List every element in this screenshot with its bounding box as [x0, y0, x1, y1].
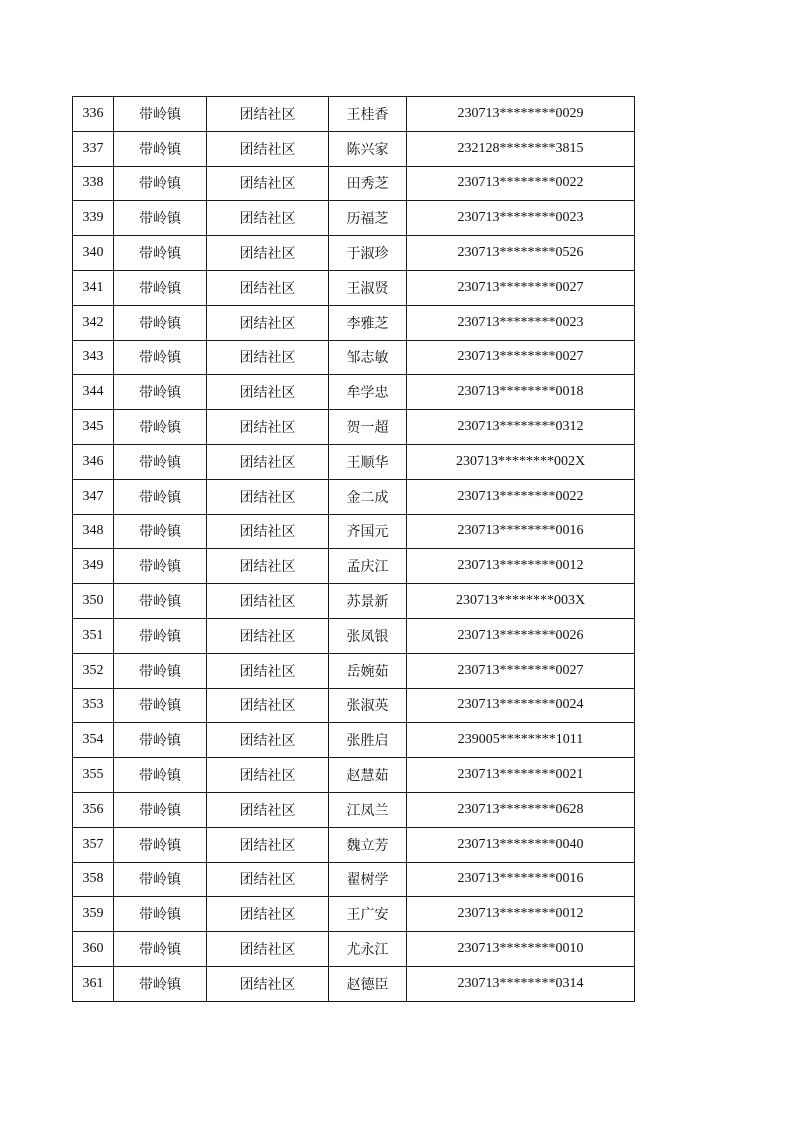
community-cell: 团结社区: [207, 270, 329, 305]
id-number-cell: 230713********0027: [407, 270, 635, 305]
community-cell: 团结社区: [207, 758, 329, 793]
person-name-cell: 翟树学: [329, 862, 407, 897]
id-number-cell: 230713********002X: [407, 444, 635, 479]
row-number-cell: 351: [73, 618, 114, 653]
community-cell: 团结社区: [207, 479, 329, 514]
table-row: [73, 236, 635, 271]
id-number-cell: 230713********0023: [407, 305, 635, 340]
town-cell: 带岭镇: [114, 618, 207, 653]
person-name-cell: 田秀芝: [329, 166, 407, 201]
person-name-cell: 陈兴家: [329, 131, 407, 166]
id-number-cell: 232128********3815: [407, 131, 635, 166]
person-name-cell: 历福芝: [329, 201, 407, 236]
person-name-cell: 贺一超: [329, 410, 407, 445]
community-cell: 团结社区: [207, 549, 329, 584]
row-number-cell: 355: [73, 758, 114, 793]
row-number-cell: 339: [73, 201, 114, 236]
community-cell: 团结社区: [207, 166, 329, 201]
row-number-cell: 343: [73, 340, 114, 375]
community-cell: 团结社区: [207, 966, 329, 1001]
row-number-cell: 353: [73, 688, 114, 723]
community-cell: 团结社区: [207, 792, 329, 827]
id-number-cell: 230713********0012: [407, 897, 635, 932]
table-row: [73, 932, 635, 967]
town-cell: 带岭镇: [114, 305, 207, 340]
person-name-cell: 邹志敏: [329, 340, 407, 375]
id-number-cell: 230713********003X: [407, 584, 635, 619]
community-cell: 团结社区: [207, 410, 329, 445]
town-cell: 带岭镇: [114, 236, 207, 271]
id-number-cell: 230713********0016: [407, 862, 635, 897]
person-name-cell: 尤永江: [329, 932, 407, 967]
id-number-cell: 230713********0314: [407, 966, 635, 1001]
person-name-cell: 王桂香: [329, 97, 407, 132]
community-cell: 团结社区: [207, 618, 329, 653]
row-number-cell: 336: [73, 97, 114, 132]
row-number-cell: 346: [73, 444, 114, 479]
town-cell: 带岭镇: [114, 97, 207, 132]
table-row: [73, 410, 635, 445]
roster-table: [72, 96, 635, 1002]
town-cell: 带岭镇: [114, 827, 207, 862]
table-row: [73, 97, 635, 132]
town-cell: 带岭镇: [114, 653, 207, 688]
town-cell: 带岭镇: [114, 966, 207, 1001]
community-cell: 团结社区: [207, 97, 329, 132]
row-number-cell: 354: [73, 723, 114, 758]
town-cell: 带岭镇: [114, 131, 207, 166]
table-row: [73, 758, 635, 793]
id-number-cell: 230713********0018: [407, 375, 635, 410]
person-name-cell: 魏立芳: [329, 827, 407, 862]
town-cell: 带岭镇: [114, 410, 207, 445]
row-number-cell: 337: [73, 131, 114, 166]
row-number-cell: 345: [73, 410, 114, 445]
town-cell: 带岭镇: [114, 375, 207, 410]
id-number-cell: 230713********0023: [407, 201, 635, 236]
community-cell: 团结社区: [207, 932, 329, 967]
id-number-cell: 230713********0027: [407, 340, 635, 375]
community-cell: 团结社区: [207, 827, 329, 862]
table-row: [73, 514, 635, 549]
id-number-cell: 230713********0024: [407, 688, 635, 723]
table-row: [73, 827, 635, 862]
table-row: [73, 897, 635, 932]
person-name-cell: 孟庆江: [329, 549, 407, 584]
row-number-cell: 360: [73, 932, 114, 967]
row-number-cell: 344: [73, 375, 114, 410]
town-cell: 带岭镇: [114, 340, 207, 375]
person-name-cell: 岳婉茹: [329, 653, 407, 688]
row-number-cell: 348: [73, 514, 114, 549]
id-number-cell: 230713********0026: [407, 618, 635, 653]
row-number-cell: 347: [73, 479, 114, 514]
community-cell: 团结社区: [207, 897, 329, 932]
id-number-cell: 230713********0010: [407, 932, 635, 967]
table-row: [73, 305, 635, 340]
id-number-cell: 230713********0021: [407, 758, 635, 793]
table-row: [73, 270, 635, 305]
table-row: [73, 444, 635, 479]
person-name-cell: 张凤银: [329, 618, 407, 653]
person-name-cell: 江凤兰: [329, 792, 407, 827]
row-number-cell: 349: [73, 549, 114, 584]
community-cell: 团结社区: [207, 201, 329, 236]
town-cell: 带岭镇: [114, 201, 207, 236]
row-number-cell: 350: [73, 584, 114, 619]
table-row: [73, 966, 635, 1001]
id-number-cell: 230713********0628: [407, 792, 635, 827]
person-name-cell: 王广安: [329, 897, 407, 932]
town-cell: 带岭镇: [114, 897, 207, 932]
town-cell: 带岭镇: [114, 688, 207, 723]
table-row: [73, 166, 635, 201]
table-row: [73, 549, 635, 584]
town-cell: 带岭镇: [114, 479, 207, 514]
table-row: [73, 479, 635, 514]
town-cell: 带岭镇: [114, 723, 207, 758]
person-name-cell: 金二成: [329, 479, 407, 514]
person-name-cell: 张胜启: [329, 723, 407, 758]
community-cell: 团结社区: [207, 305, 329, 340]
town-cell: 带岭镇: [114, 514, 207, 549]
person-name-cell: 张淑英: [329, 688, 407, 723]
community-cell: 团结社区: [207, 444, 329, 479]
row-number-cell: 361: [73, 966, 114, 1001]
row-number-cell: 359: [73, 897, 114, 932]
community-cell: 团结社区: [207, 723, 329, 758]
table-row: [73, 862, 635, 897]
person-name-cell: 王顺华: [329, 444, 407, 479]
row-number-cell: 358: [73, 862, 114, 897]
person-name-cell: 赵德臣: [329, 966, 407, 1001]
id-number-cell: 230713********0022: [407, 166, 635, 201]
table-row: [73, 688, 635, 723]
table-row: [73, 375, 635, 410]
community-cell: 团结社区: [207, 688, 329, 723]
town-cell: 带岭镇: [114, 270, 207, 305]
table-row: [73, 340, 635, 375]
row-number-cell: 342: [73, 305, 114, 340]
person-name-cell: 李雅芝: [329, 305, 407, 340]
community-cell: 团结社区: [207, 862, 329, 897]
row-number-cell: 341: [73, 270, 114, 305]
table-row: [73, 653, 635, 688]
id-number-cell: 230713********0016: [407, 514, 635, 549]
id-number-cell: 230713********0040: [407, 827, 635, 862]
id-number-cell: 239005********1011: [407, 723, 635, 758]
community-cell: 团结社区: [207, 653, 329, 688]
table-row: [73, 131, 635, 166]
row-number-cell: 338: [73, 166, 114, 201]
person-name-cell: 齐国元: [329, 514, 407, 549]
town-cell: 带岭镇: [114, 166, 207, 201]
person-name-cell: 赵慧茹: [329, 758, 407, 793]
town-cell: 带岭镇: [114, 932, 207, 967]
town-cell: 带岭镇: [114, 549, 207, 584]
town-cell: 带岭镇: [114, 792, 207, 827]
row-number-cell: 340: [73, 236, 114, 271]
table-row: [73, 584, 635, 619]
id-number-cell: 230713********0012: [407, 549, 635, 584]
community-cell: 团结社区: [207, 375, 329, 410]
id-number-cell: 230713********0312: [407, 410, 635, 445]
table-row: [73, 723, 635, 758]
row-number-cell: 356: [73, 792, 114, 827]
table-row: [73, 792, 635, 827]
community-cell: 团结社区: [207, 514, 329, 549]
community-cell: 团结社区: [207, 236, 329, 271]
town-cell: 带岭镇: [114, 862, 207, 897]
id-number-cell: 230713********0022: [407, 479, 635, 514]
town-cell: 带岭镇: [114, 584, 207, 619]
town-cell: 带岭镇: [114, 758, 207, 793]
id-number-cell: 230713********0027: [407, 653, 635, 688]
community-cell: 团结社区: [207, 584, 329, 619]
person-name-cell: 王淑贤: [329, 270, 407, 305]
id-number-cell: 230713********0029: [407, 97, 635, 132]
row-number-cell: 352: [73, 653, 114, 688]
id-number-cell: 230713********0526: [407, 236, 635, 271]
community-cell: 团结社区: [207, 131, 329, 166]
person-name-cell: 牟学忠: [329, 375, 407, 410]
town-cell: 带岭镇: [114, 444, 207, 479]
table-row: [73, 618, 635, 653]
row-number-cell: 357: [73, 827, 114, 862]
community-cell: 团结社区: [207, 340, 329, 375]
person-name-cell: 于淑珍: [329, 236, 407, 271]
roster-table-body: [73, 97, 635, 1002]
person-name-cell: 苏景新: [329, 584, 407, 619]
table-row: [73, 201, 635, 236]
